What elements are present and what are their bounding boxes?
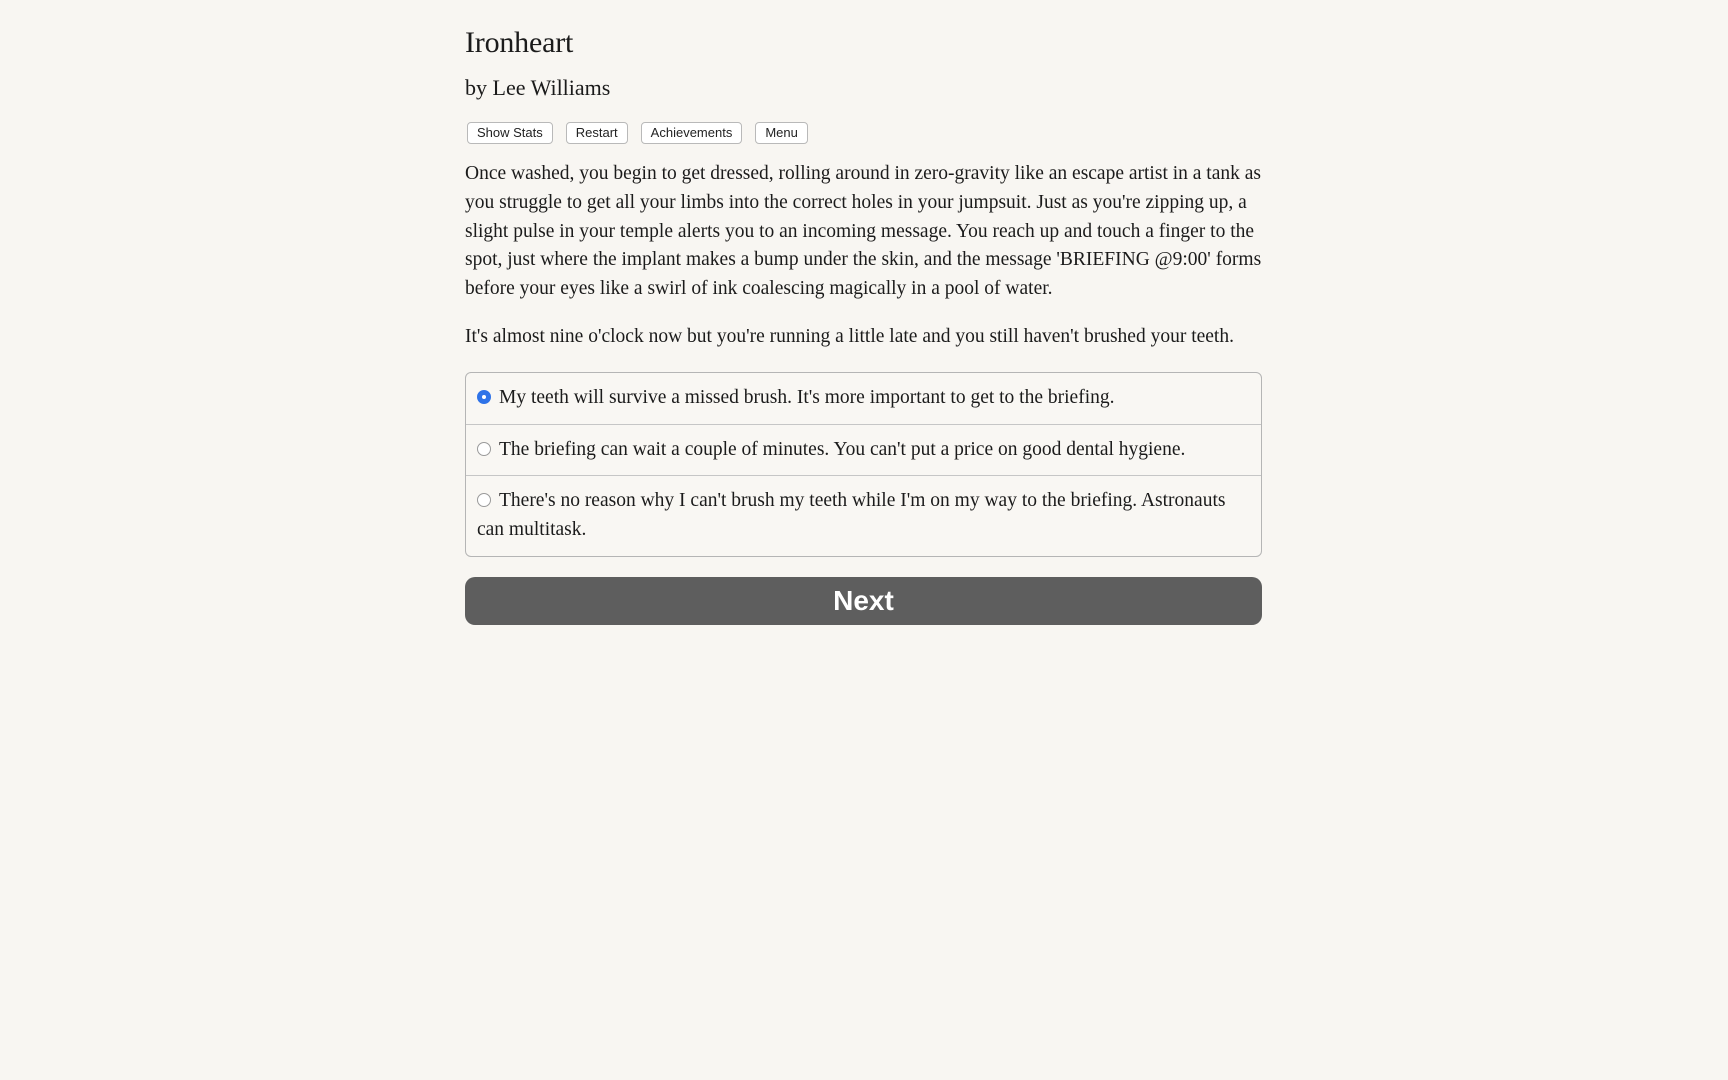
radio-selected-icon[interactable]	[477, 390, 491, 404]
choice-label: The briefing can wait a couple of minutes. You can't put a price on good dental hygiene.	[499, 438, 1186, 460]
menu-button[interactable]: Menu	[755, 122, 808, 144]
choice-list	[465, 372, 1262, 557]
toolbar	[467, 122, 1262, 144]
achievements-button[interactable]: Achievements	[641, 122, 743, 144]
radio-unselected-icon[interactable]	[477, 493, 491, 507]
choice-option-3[interactable]	[466, 475, 1261, 556]
game-author: by Lee Williams	[465, 75, 611, 100]
game-title: Ironheart	[465, 26, 574, 59]
choice-option-1[interactable]	[466, 373, 1261, 424]
next-button[interactable]: Next	[465, 577, 1262, 625]
choice-label: There's no reason why I can't brush my teeth while I'm on my way to the briefing. Astronauts can multitask.	[477, 490, 1226, 541]
choice-option-2[interactable]	[466, 424, 1261, 476]
show-stats-button[interactable]: Show Stats	[467, 122, 553, 144]
radio-unselected-icon[interactable]	[477, 442, 491, 456]
restart-button[interactable]: Restart	[566, 122, 628, 144]
game-container	[465, 22, 1262, 625]
story-paragraph: It's almost nine o'clock now but you're running a little late and you still haven't brushed your teeth.	[465, 325, 1234, 347]
story-paragraph: Once washed, you begin to get dressed, rolling around in zero-gravity like an escape artist in a tank as you struggle to get all your limbs into the correct holes in your jumpsuit. Just as you're zipping up, a slight pulse in your temple alerts you to an incoming message. You reach up and touch a finger to the spot, just where the implant makes a bump under the skin, and the message 'BRIEFING @9:00' forms before your eyes like a swirl of ink coalescing magically in a pool of water.	[465, 163, 1262, 300]
choice-label: My teeth will survive a missed brush. It's more important to get to the briefing.	[499, 386, 1115, 408]
story-passage	[465, 160, 1262, 352]
